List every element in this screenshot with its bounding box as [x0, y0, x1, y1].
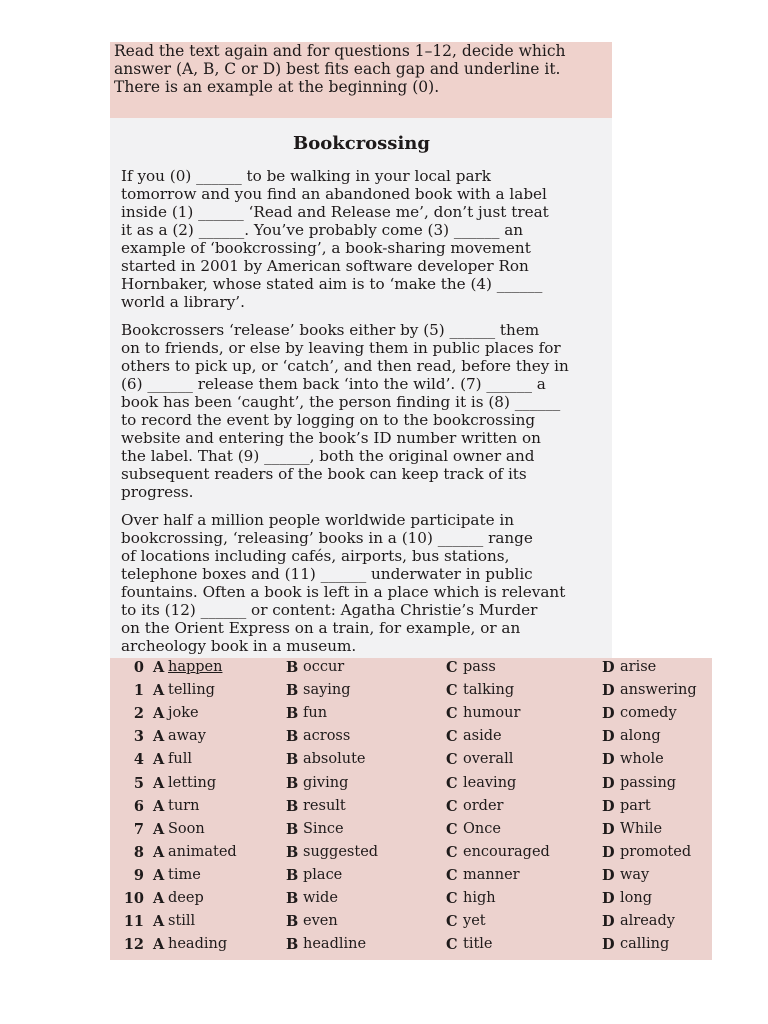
option-letter-c: C — [446, 751, 458, 769]
option-c[interactable]: order — [463, 797, 504, 814]
option-a[interactable]: letting — [168, 774, 217, 791]
option-letter-a: A — [153, 843, 165, 861]
option-row — [110, 821, 712, 844]
option-letter-b: B — [286, 728, 299, 746]
text-line: website and entering the book’s ID number written on — [121, 429, 541, 447]
options-table — [110, 658, 712, 960]
option-letter-a: A — [153, 866, 165, 884]
option-letter-d: D — [602, 913, 615, 931]
text-line: inside (1) ______ ‘Read and Release me’, don’t just treat — [121, 203, 549, 221]
option-row — [110, 798, 712, 821]
option-letter-b: B — [286, 705, 299, 723]
option-d[interactable]: comedy — [620, 705, 677, 722]
question-number: 0 — [133, 659, 144, 676]
option-b[interactable]: result — [303, 797, 346, 814]
option-b[interactable]: place — [303, 866, 343, 883]
option-b[interactable]: giving — [303, 774, 349, 791]
paragraph-3 — [121, 511, 612, 655]
question-number: 7 — [133, 820, 144, 838]
text-line: on the Orient Express on a train, for example, or an — [121, 619, 521, 637]
option-d[interactable]: promoted — [620, 843, 692, 860]
option-d[interactable]: answering — [620, 682, 697, 699]
option-c[interactable]: Once — [463, 820, 501, 837]
option-letter-c: C — [446, 843, 458, 861]
text-line: started in 2001 by American software developer Ron — [121, 257, 529, 275]
option-letter-d: D — [602, 751, 615, 769]
question-number: 6 — [133, 797, 144, 815]
instruction-line: Read the text again and for questions 1–12, decide which — [114, 42, 566, 60]
option-c[interactable]: encouraged — [463, 843, 550, 860]
option-d[interactable]: long — [620, 890, 652, 906]
option-d[interactable]: part — [620, 797, 651, 814]
option-letter-d: D — [602, 705, 615, 723]
option-row — [110, 844, 712, 867]
option-letter-a: A — [153, 682, 165, 700]
option-letter-a: A — [153, 820, 165, 838]
option-c[interactable]: leaving — [463, 774, 517, 791]
option-a[interactable]: Soon — [168, 820, 205, 837]
option-letter-d: D — [602, 866, 615, 884]
text-line: example of ‘bookcrossing’, a book-sharing movement — [121, 239, 531, 257]
option-letter-a: A — [153, 890, 165, 907]
option-row — [110, 913, 712, 936]
text-line: the label. That (9) ______, both the original owner and — [121, 447, 535, 465]
option-row — [110, 659, 712, 682]
question-number: 2 — [133, 705, 144, 723]
question-number: 3 — [133, 728, 144, 746]
option-b[interactable]: across — [303, 728, 351, 745]
option-d[interactable]: While — [620, 820, 663, 837]
text-line: If you (0) ______ to be walking in your local park — [121, 167, 491, 185]
option-c[interactable]: title — [463, 936, 493, 953]
question-number: 1 — [133, 682, 144, 700]
option-c[interactable]: aside — [463, 728, 502, 745]
text-line: on to friends, or else by leaving them in public places for — [121, 339, 561, 357]
option-letter-b: B — [286, 659, 299, 676]
option-b[interactable]: wide — [303, 890, 338, 906]
option-c[interactable]: talking — [463, 682, 515, 699]
option-letter-d: D — [602, 659, 615, 676]
option-a[interactable]: turn — [168, 797, 200, 814]
option-row — [110, 936, 712, 959]
option-letter-b: B — [286, 866, 299, 884]
option-letter-c: C — [446, 797, 458, 815]
option-a[interactable]: full — [168, 751, 192, 768]
option-a[interactable]: telling — [168, 682, 215, 699]
text-line: Over half a million people worldwide participate in — [121, 511, 515, 529]
option-b[interactable]: fun — [303, 705, 328, 722]
option-row — [110, 751, 712, 774]
text-line: Bookcrossers ‘release’ books either by (5) ______ them — [121, 321, 540, 339]
text-line: telephone boxes and (11) ______ underwater in public — [121, 565, 533, 583]
paragraph-1 — [121, 167, 612, 311]
option-letter-b: B — [286, 682, 299, 700]
option-letter-c: C — [446, 820, 458, 838]
option-letter-d: D — [602, 890, 615, 907]
option-b[interactable]: saying — [303, 682, 351, 699]
option-letter-a: A — [153, 913, 165, 931]
option-row — [110, 890, 712, 913]
option-c[interactable]: yet — [463, 913, 486, 930]
option-letter-b: B — [286, 820, 299, 838]
text-line: it as a (2) ______. You’ve probably come (3) ______ an — [121, 221, 524, 239]
option-letter-c: C — [446, 936, 458, 954]
instructions-box — [110, 42, 612, 118]
option-a[interactable]: animated — [168, 843, 237, 860]
option-letter-b: B — [286, 913, 299, 931]
text-line: progress. — [121, 483, 194, 501]
option-a[interactable]: happen — [168, 659, 223, 675]
option-letter-d: D — [602, 797, 615, 815]
option-a[interactable]: time — [168, 866, 201, 883]
text-line: Hornbaker, whose stated aim is to ‘make the (4) ______ — [121, 275, 543, 293]
question-number: 12 — [123, 936, 144, 954]
instruction-line: There is an example at the beginning (0). — [114, 78, 440, 96]
option-c[interactable]: pass — [463, 659, 496, 675]
option-a[interactable]: deep — [168, 890, 204, 906]
option-letter-b: B — [286, 774, 299, 792]
option-letter-a: A — [153, 751, 165, 769]
text-line: of locations including cafés, airports, bus stations, — [121, 547, 510, 565]
option-letter-d: D — [602, 774, 615, 792]
option-row — [110, 705, 712, 728]
option-c[interactable]: overall — [463, 751, 514, 768]
text-line: bookcrossing, ‘releasing’ books in a (10) ______ range — [121, 529, 533, 547]
instruction-line: answer (A, B, C or D) best fits each gap and underline it. — [114, 60, 561, 78]
option-d[interactable]: already — [620, 913, 675, 930]
option-letter-a: A — [153, 936, 165, 954]
option-b[interactable]: headline — [303, 936, 367, 953]
option-letter-d: D — [602, 936, 615, 954]
option-letter-b: B — [286, 936, 299, 954]
option-a[interactable]: away — [168, 728, 206, 745]
option-letter-a: A — [153, 728, 165, 746]
option-d[interactable]: way — [620, 866, 650, 883]
option-b[interactable]: absolute — [303, 751, 366, 768]
option-b[interactable]: even — [303, 913, 338, 930]
option-d[interactable]: along — [620, 728, 661, 745]
option-row — [110, 867, 712, 890]
question-number: 5 — [133, 774, 144, 792]
text-line: world a library’. — [121, 293, 245, 311]
question-number: 9 — [133, 866, 144, 884]
option-letter-d: D — [602, 728, 615, 746]
option-letter-a: A — [153, 797, 165, 815]
option-letter-c: C — [446, 682, 458, 700]
option-c[interactable]: manner — [463, 866, 520, 883]
option-a[interactable]: heading — [168, 936, 228, 953]
option-letter-b: B — [286, 751, 299, 769]
option-letter-a: A — [153, 659, 165, 676]
article — [110, 118, 612, 658]
text-line: fountains. Often a book is left in a place which is relevant — [121, 583, 566, 601]
option-letter-b: B — [286, 797, 299, 815]
question-number: 8 — [133, 843, 144, 861]
option-b[interactable]: suggested — [303, 843, 379, 860]
option-letter-c: C — [446, 866, 458, 884]
option-d[interactable]: arise — [620, 659, 657, 675]
option-letter-c: C — [446, 774, 458, 792]
article-title: Bookcrossing — [293, 133, 430, 154]
option-b[interactable]: occur — [303, 659, 345, 675]
paragraph-2 — [121, 321, 612, 501]
option-letter-c: C — [446, 659, 458, 676]
text-line: archeology book in a museum. — [121, 637, 357, 655]
option-a[interactable]: still — [168, 913, 196, 930]
option-letter-c: C — [446, 890, 458, 907]
option-letter-d: D — [602, 682, 615, 700]
text-line: book has been ‘caught’, the person finding it is (8) ______ — [121, 393, 561, 411]
option-letter-d: D — [602, 843, 615, 861]
option-d[interactable]: whole — [620, 751, 664, 768]
option-a[interactable]: joke — [168, 705, 199, 722]
question-number: 11 — [123, 913, 144, 931]
option-letter-c: C — [446, 913, 458, 931]
option-d[interactable]: calling — [620, 936, 670, 953]
option-row — [110, 775, 712, 798]
option-letter-a: A — [153, 705, 165, 723]
option-letter-a: A — [153, 774, 165, 792]
option-d[interactable]: passing — [620, 774, 677, 791]
question-number: 4 — [133, 751, 144, 769]
text-line: others to pick up, or ‘catch’, and then read, before they in — [121, 357, 569, 375]
option-c[interactable]: high — [463, 890, 496, 906]
option-b[interactable]: Since — [303, 820, 344, 837]
option-letter-b: B — [286, 890, 299, 907]
question-number: 10 — [123, 890, 144, 907]
option-letter-c: C — [446, 728, 458, 746]
option-row — [110, 728, 712, 751]
option-letter-d: D — [602, 820, 615, 838]
option-letter-c: C — [446, 705, 458, 723]
option-letter-b: B — [286, 843, 299, 861]
text-line: subsequent readers of the book can keep track of its — [121, 465, 527, 483]
text-line: tomorrow and you find an abandoned book with a label — [121, 185, 547, 203]
option-c[interactable]: humour — [463, 705, 521, 722]
text-line: (6) ______ release them back ‘into the wild’. (7) ______ a — [121, 375, 546, 393]
option-row — [110, 682, 712, 705]
text-line: to its (12) ______ or content: Agatha Christie’s Murder — [121, 601, 538, 619]
text-line: to record the event by logging on to the bookcrossing — [121, 411, 536, 429]
